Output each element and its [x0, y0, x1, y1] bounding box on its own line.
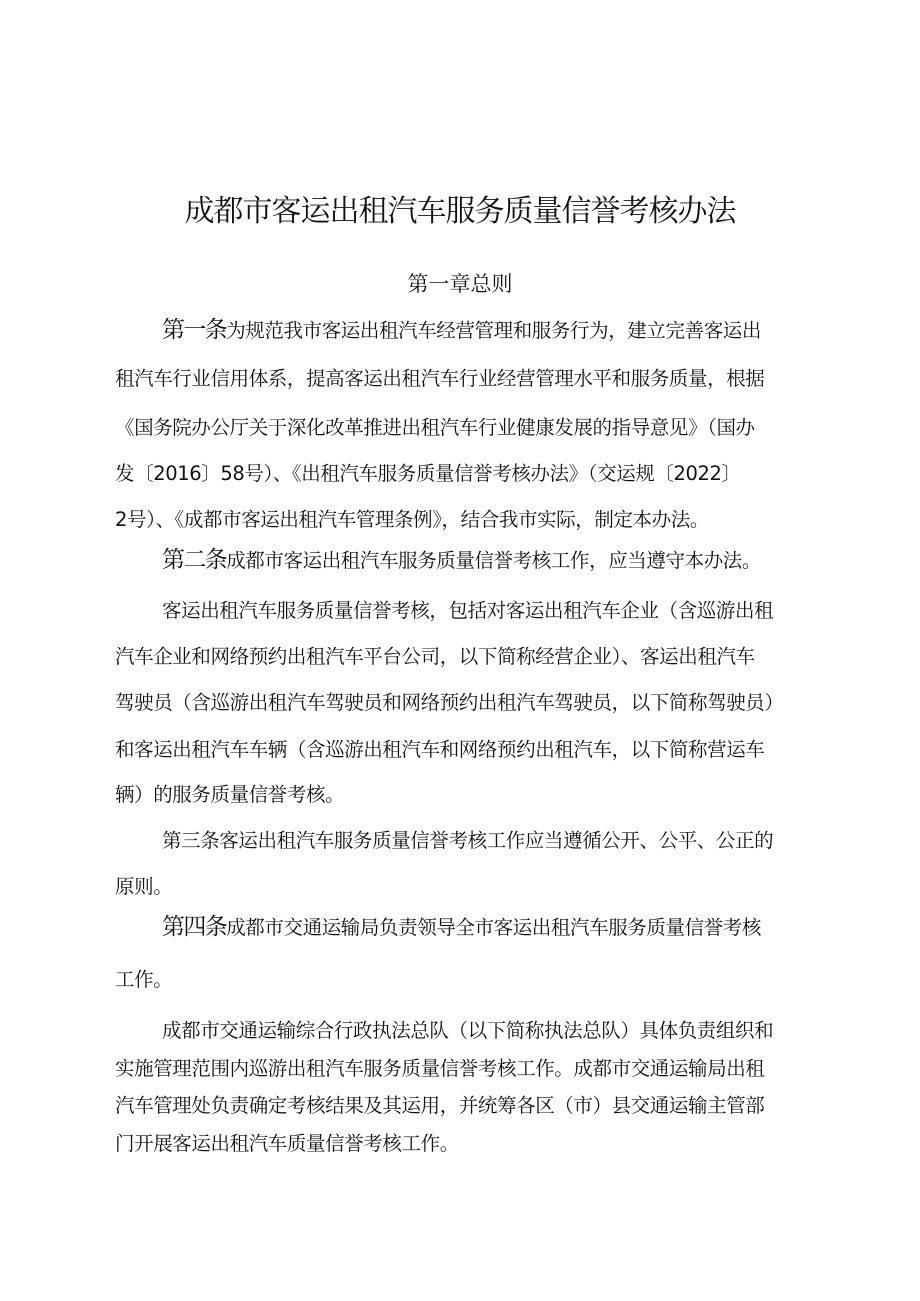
article2-para2-line-2: 汽车企业和网络预约出租汽车平台公司，以下简称经营企业）、客运出租汽车 [115, 645, 755, 668]
article2-line-1 [162, 543, 761, 578]
article4-label: 第四条 [162, 914, 227, 940]
article2-text: 成都市客运出租汽车服务质量信誉考核工作，应当遵守本办法。 [226, 549, 762, 572]
article2-para2-line-4: 和客运出租汽车车辆（含巡游出租汽车和网络预约出租汽车，以下简称营运车 [115, 738, 765, 761]
article1-line-1 [162, 313, 761, 348]
article3-line-2: 原则。 [115, 875, 173, 898]
article4-para2-line-1: 成都市交通运输综合行政执法总队（以下简称执法总队）具体负责组织和 [162, 1019, 774, 1042]
article4-para2-line-2: 实施管理范围内巡游出租汽车服务质量信誉考核工作。成都市交通运输局出租 [115, 1057, 765, 1080]
article4-line-2: 工作。 [115, 968, 173, 991]
chapter-heading: 第一章总则 [407, 272, 513, 296]
article4-para2-line-4: 门开展客运出租汽车质量信誉考核工作。 [115, 1132, 459, 1155]
article4-para2-line-3: 汽车管理处负责确定考核结果及其运用，并统筹各区（市）县交通运输主管部 [115, 1094, 765, 1117]
article2-para2-line-1: 客运出租汽车服务质量信誉考核，包括对客运出租汽车企业（含巡游出租 [162, 599, 774, 622]
article1-label: 第一条 [162, 317, 227, 343]
article2-label: 第二条 [162, 547, 227, 573]
article1-line-5: 2号）、《成都市客运出租汽车管理条例》，结合我市实际，制定本办法。 [115, 508, 709, 531]
article1-line-3: 《国务院办公厅关于深化改革推进出租汽车行业健康发展的指导意见》（国办 [115, 416, 755, 439]
article1-line-2: 租汽车行业信用体系，提高客运出租汽车行业经营管理水平和服务质量，根据 [115, 367, 765, 390]
article3-line-1: 第三条客运出租汽车服务质量信誉考核工作应当遵循公开、公平、公正的 [162, 829, 774, 852]
article1-line-4: 发〔2016〕58号）、《出租汽车服务质量信誉考核办法》（交运规〔2022〕 [115, 462, 741, 485]
article4-line-1 [162, 910, 761, 945]
article1-text: 为规范我市客运出租汽车经营管理和服务行为，建立完善客运出 [226, 319, 762, 342]
article2-para2-line-5: 辆）的服务质量信誉考核。 [115, 783, 345, 806]
document-title: 成都市客运出租汽车服务质量信誉考核办法 [184, 194, 736, 229]
article2-para2-line-3: 驾驶员（含巡游出租汽车驾驶员和网络预约出租汽车驾驶员，以下简称驾驶员） [115, 691, 784, 714]
article4-text: 成都市交通运输局负责领导全市客运出租汽车服务质量信誉考核 [226, 916, 762, 939]
